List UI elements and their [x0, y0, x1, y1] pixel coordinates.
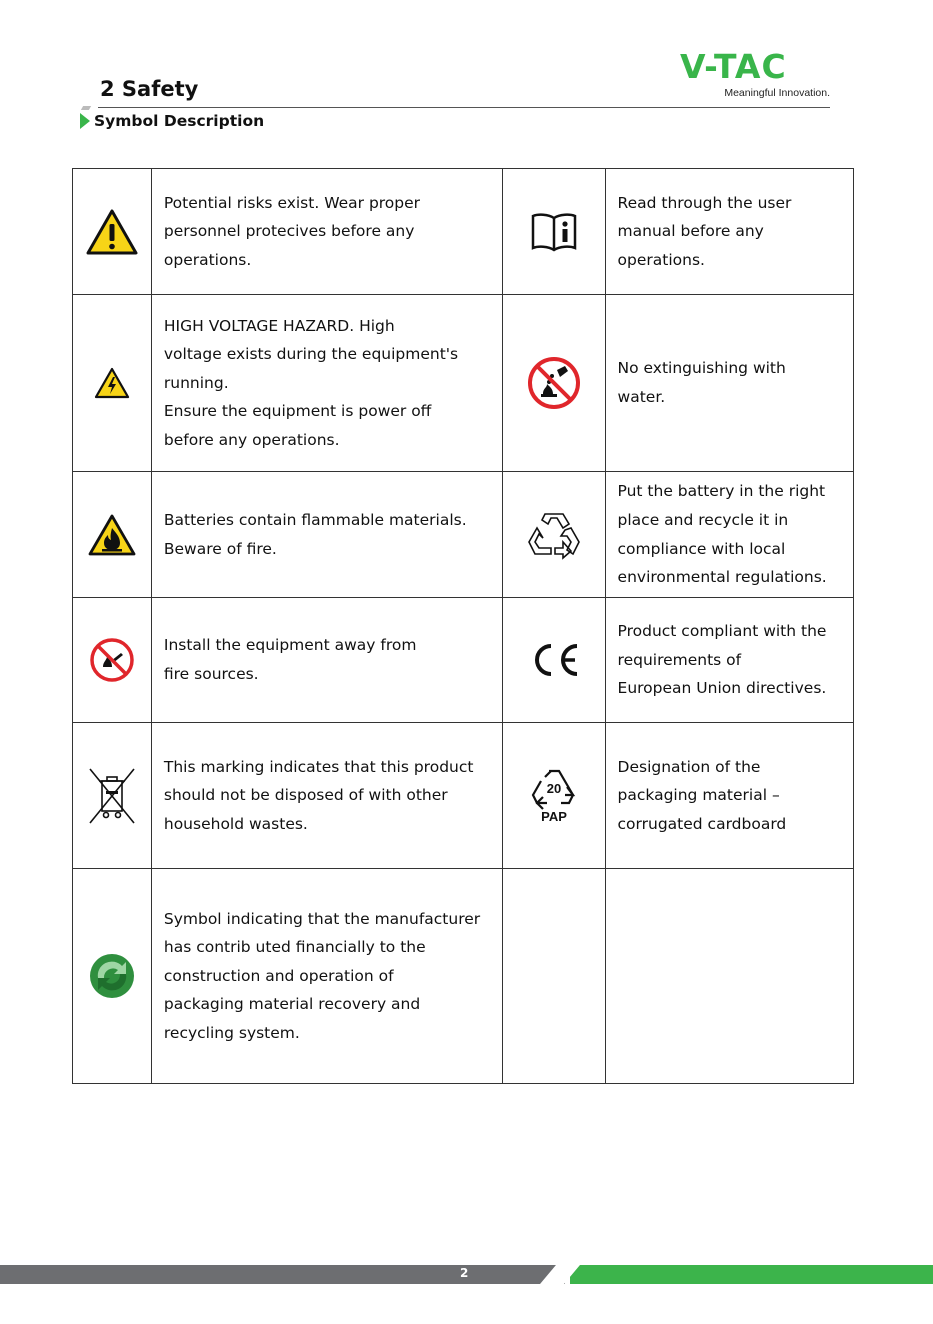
symbol-cell-empty [502, 869, 605, 1084]
symbol-cell [73, 869, 152, 1084]
footer-bar-green [570, 1265, 933, 1284]
symbol-description-empty [605, 869, 853, 1084]
symbol-description: Symbol indicating that the manufacturer has contrib uted financially to the construction and operation of packaging material recovery and recycling system. [151, 869, 502, 1084]
symbol-description: Designation of the packaging material – corrugated cardboard [605, 723, 853, 869]
pap-label: PAP [540, 808, 567, 824]
bullet-shadow [81, 106, 91, 110]
symbol-table [72, 168, 854, 1084]
footer-bar-gray [0, 1265, 565, 1284]
warning-triangle-icon [86, 209, 138, 255]
brand-logo [680, 47, 830, 99]
recycle-icon [527, 510, 581, 560]
no-fire-icon [89, 637, 135, 683]
table-row [73, 598, 854, 723]
high-voltage-icon [94, 367, 130, 399]
symbol-description: Read through the user manual before any operations. [605, 169, 853, 295]
sub-title-text: Symbol Description [94, 112, 265, 130]
symbol-cell [73, 598, 152, 723]
table-row [73, 869, 854, 1084]
symbol-description: This marking indicates that this product should not be disposed of with other household wastes. [151, 723, 502, 869]
symbol-cell [502, 723, 605, 869]
crossed-bin-icon [86, 767, 138, 825]
header-divider [98, 107, 830, 108]
symbol-cell [73, 723, 152, 869]
brand-tagline: Meaningful Innovation. [724, 87, 830, 99]
symbol-description: Product compliant with the requirements of European Union directives. [605, 598, 853, 723]
symbol-cell [502, 295, 605, 472]
section-title: 2 Safety [100, 77, 199, 101]
table-row [73, 169, 854, 295]
table-row [73, 723, 854, 869]
pap-number: 20 [546, 780, 561, 796]
symbol-description: Put the battery in the right place and recycle it in compliance with local environmental regulations. [605, 472, 853, 598]
symbol-description: HIGH VOLTAGE HAZARD. High voltage exists during the equipment's running. Ensure the equipment is power off before any operations. [151, 295, 502, 472]
symbol-description: No extinguishing with water. [605, 295, 853, 472]
symbol-description: Batteries contain flammable materials. Beware of fire. [151, 472, 502, 598]
symbol-cell [73, 472, 152, 598]
brand-name: V-TAC [680, 47, 787, 86]
bullet-arrow-icon [80, 113, 90, 129]
manual-book-icon [530, 212, 578, 252]
sub-title [80, 112, 264, 130]
table-row [73, 472, 854, 598]
page-number: 2 [460, 1266, 469, 1280]
flammable-icon [88, 514, 136, 556]
symbol-cell [502, 169, 605, 295]
symbol-cell [502, 472, 605, 598]
symbol-cell [73, 295, 152, 472]
pap20-icon [529, 767, 579, 825]
ce-mark-icon [527, 640, 581, 680]
symbol-cell [73, 169, 152, 295]
symbol-description: Potential risks exist. Wear proper personnel protecives before any operations. [151, 169, 502, 295]
symbol-description: Install the equipment away from fire sources. [151, 598, 502, 723]
green-dot-icon [88, 952, 136, 1000]
table-row [73, 295, 854, 472]
no-water-extinguishing-icon [527, 356, 581, 410]
symbol-cell [502, 598, 605, 723]
